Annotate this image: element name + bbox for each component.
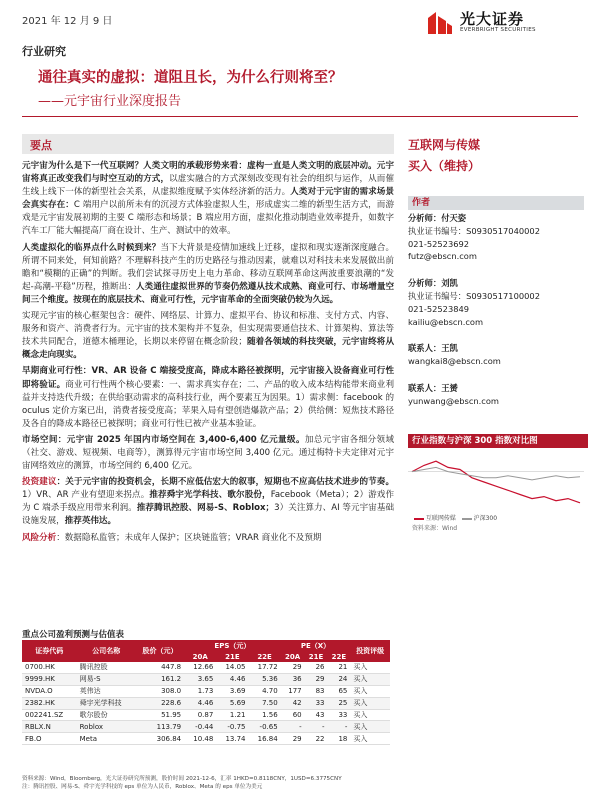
index-comparison-chart — [408, 452, 584, 512]
text-run: 市场空间：元宇宙 2025 年国内市场空间在 3,400-6,400 亿元量级。 — [22, 434, 305, 445]
table-cell: 29 — [305, 673, 328, 685]
text-run: 人类通往虚拟世界的节奏仍然遵从技术成熟、商业可行、市场增量空间三个维度。按现在的底层技术、商业可行性，元宇宙革命的全面突破仍较为久远。 — [22, 281, 394, 305]
th-year: 22E — [248, 651, 280, 662]
th-year: 20A — [281, 651, 305, 662]
table-cell: RBLX.N — [22, 721, 77, 733]
logo-text-en: EVERBRIGHT SECURITIES — [460, 27, 536, 33]
text-run: 1）VR、AR 产业有望迎来拐点。 — [22, 490, 150, 501]
forecast-table — [22, 640, 390, 745]
table-cell: 13.74 — [216, 733, 248, 745]
table-cell: 51.95 — [136, 709, 184, 721]
th-code: 证券代码 — [22, 640, 77, 662]
table-cell: 买入 — [350, 721, 390, 733]
table-cell: 228.6 — [136, 697, 184, 709]
table-cell: 9999.HK — [22, 673, 77, 685]
table-note: 资料来源：Wind，Bloomberg，光大证券研究所预测，股价时间 2021-12-6，汇率 1HKD=0.8118CNY，1USD=6.3775CNY — [22, 776, 342, 782]
th-year: 22E — [328, 651, 351, 662]
text-run: 3）关注算力、AI 等元宇宙基础设施发展， — [22, 503, 394, 527]
table-row — [22, 733, 390, 745]
table-cell: 26 — [305, 662, 328, 673]
text-run: 元宇宙为什么是下一代互联网？人类文明的承载形势来看：虚构一直是人类文明的底层冲动。元宇宙将真正改变我们与时空互动的方式， — [22, 161, 394, 185]
table-cell: 002241.SZ — [22, 709, 77, 721]
table-cell: 2382.HK — [22, 697, 77, 709]
text-run: 实现元宇宙的核心框架包含：硬件、网络层、计算力、虚拟平台、协议和标准、支付方式、内容、服务和资产、消费者行为。元宇宙的技术架构并不复杂，但实现需要通信技术、计算架构、算法等技术共同配合，道德木桶理论，长期以来停留在概念阶段； — [22, 311, 394, 348]
table-cell: 24 — [328, 673, 351, 685]
text-run: Facebook（Meta）；2）游戏作为 C 端杀手级应用带来利润。 — [22, 490, 394, 514]
contact-block — [408, 342, 583, 368]
table-cell: 36 — [281, 673, 305, 685]
chart-source: 资料来源：Wind — [412, 525, 458, 532]
th-year: 21E — [305, 651, 328, 662]
text-run: ：数据隐私监管；未成年人保护；区块链监管；VRAR 商业化不及预期 — [56, 532, 322, 543]
table-cell: 29 — [281, 733, 305, 745]
analyst-name: 分析师：付天姿 — [408, 213, 467, 223]
table-cell: 7.50 — [248, 697, 280, 709]
paragraph-investment-advice — [22, 476, 394, 528]
text-run: 投资建议 — [22, 477, 57, 488]
table-cell: 22 — [305, 733, 328, 745]
table-cell: 1.56 — [248, 709, 280, 721]
header-divider — [22, 116, 578, 117]
forecast-table-title: 重点公司盈利预测与估值表 — [22, 630, 125, 640]
table-row — [22, 662, 390, 673]
table-cell: - — [328, 721, 351, 733]
contact-email[interactable]: yunwang@ebscn.com — [408, 395, 499, 406]
table-cell: - — [281, 721, 305, 733]
contact-name: 联系人：王赟 — [408, 382, 458, 393]
table-cell: 买入 — [350, 662, 390, 673]
text-run: 商业可行性两个核心要素：一、需求真实存在；二、产品的收入成本结构能带来商业利益并支持迭代升级；在供给驱动需求的高科技行业，两个要素互为因果。1）需求侧：facebook 的 oculus 定价方案已出，消费者接受度高；苹果入局有望创造爆款产品；2）供给侧：短焦技术路径及各自的降成本路径已被探明；商业可行性已被产业基本验证。 — [22, 379, 395, 429]
paragraph-core-framework — [22, 310, 394, 362]
table-cell: 25 — [328, 697, 351, 709]
table-cell: 买入 — [350, 709, 390, 721]
table-cell: 17.72 — [248, 662, 280, 673]
table-cell: 21 — [328, 662, 351, 673]
table-cell: 4.46 — [216, 673, 248, 685]
table-cell: 4.46 — [184, 697, 216, 709]
key-points-header — [22, 134, 394, 154]
text-run: 推荐腾讯控股、网易-S、Roblox； — [136, 503, 275, 514]
table-cell: 买入 — [350, 673, 390, 685]
table-cell: 0700.HK — [22, 662, 77, 673]
table-row — [22, 709, 390, 721]
author-header: 作者 — [408, 196, 584, 210]
analyst-email[interactable]: kailiu@ebscn.com — [408, 316, 484, 327]
table-cell: 29 — [281, 662, 305, 673]
th-year: 21E — [216, 651, 248, 662]
contact-block — [408, 382, 583, 408]
th-eps: EPS（元） — [184, 640, 281, 651]
legend-label-b: 沪深300 — [473, 515, 498, 522]
text-run: 推荐英伟达。 — [64, 516, 117, 527]
table-row — [22, 685, 390, 697]
paragraph-market-size — [22, 434, 394, 473]
table-cell: NVDA.O — [22, 685, 77, 697]
table-cell: 买入 — [350, 733, 390, 745]
table-cell: -0.65 — [248, 721, 280, 733]
report-date: 2021 年 12 月 9 日 — [22, 16, 113, 27]
table-cell: 113.79 — [136, 721, 184, 733]
table-cell: 歌尔股份 — [77, 709, 136, 721]
text-run: 推荐舜宇光学科技、歌尔股份， — [149, 490, 271, 501]
table-cell: 10.48 — [184, 733, 216, 745]
table-cell: 43 — [305, 709, 328, 721]
analyst-phone: 021-52523692 — [408, 238, 470, 249]
text-run: 风险分析 — [22, 532, 57, 543]
legend-swatch-a — [414, 518, 424, 520]
series-line-csi300 — [412, 467, 580, 480]
table-note: 注：腾讯控股、网易-S、舜宇光学科技的 eps 单位为人民币，Roblox、Meta 的 eps 单位为美元 — [22, 784, 263, 790]
analyst-email[interactable]: futz@ebscn.com — [408, 251, 477, 262]
report-subtitle: ——元宇宙行业深度报告 — [38, 94, 182, 109]
paragraph-risk-analysis — [22, 532, 394, 545]
table-cell: 网易-S — [77, 673, 136, 685]
table-cell: 308.0 — [136, 685, 184, 697]
table-cell: 买入 — [350, 685, 390, 697]
industry-label: 互联网与传媒 — [408, 138, 481, 152]
analyst-cert: 执业证书编号：S0930517100002 — [408, 290, 540, 301]
text-run: C 端用户以前所未有的沉浸方式体验虚拟人生，形成虚实二维的新型生活方式，而游戏是元宇宙发展初期的主要 C 端形态和场景；B 端应用方面，虚拟化推动制造业效率提升，如数字汽车工厂能大幅提高厂商在设计、生产、测试中的效率。 — [22, 200, 394, 237]
table-cell: 3.65 — [184, 673, 216, 685]
table-cell: 161.2 — [136, 673, 184, 685]
sidebar — [408, 136, 583, 408]
table-cell: 18 — [328, 733, 351, 745]
everbright-logo-icon — [424, 8, 454, 38]
table-cell: 83 — [305, 685, 328, 697]
table-cell: 舜宇光学科技 — [77, 697, 136, 709]
th-pe: PE（X） — [281, 640, 351, 651]
chart-title: 行业指数与沪深 300 指数对比图 — [408, 434, 588, 448]
table-cell: 14.05 — [216, 662, 248, 673]
table-cell: 1.73 — [184, 685, 216, 697]
text-run: 人类虚拟化的临界点什么时候到来？ — [22, 242, 161, 253]
text-run: 加总元宇宙各细分领域（社交、游戏、短视频、电商等），测算得元宇宙市场空间 3,400 亿元。通过梅特卡夫定律对元宇宙网络效应的测算，市场空间约 6,400 亿元。 — [22, 434, 394, 472]
th-year: 20A — [184, 651, 216, 662]
table-cell: 5.69 — [216, 697, 248, 709]
analyst-block — [408, 277, 583, 328]
paragraph-commercial-viability — [22, 365, 394, 430]
table-cell: -0.75 — [216, 721, 248, 733]
chart-legend — [414, 513, 497, 522]
everbright-logo — [424, 6, 574, 40]
table-row — [22, 697, 390, 709]
table-cell: 33 — [305, 697, 328, 709]
table-cell: 16.84 — [248, 733, 280, 745]
table-row — [22, 721, 390, 733]
legend-swatch-b — [462, 518, 472, 520]
contact-email[interactable]: wangkai8@ebscn.com — [408, 356, 501, 367]
contact-name: 联系人：王凯 — [408, 343, 458, 354]
table-cell: 0.87 — [184, 709, 216, 721]
legend-label-a: 互联网传媒 — [425, 515, 456, 522]
table-cell: -0.44 — [184, 721, 216, 733]
text-run: 人类对于元宇宙的需求场景会真实存在： — [22, 187, 395, 211]
logo-text-cn: 光大证券 — [460, 10, 525, 28]
table-cell: 腾讯控股 — [77, 662, 136, 673]
table-cell: Meta — [77, 733, 136, 745]
table-cell: 4.70 — [248, 685, 280, 697]
table-cell: 65 — [328, 685, 351, 697]
table-cell: - — [305, 721, 328, 733]
table-cell: 12.66 — [184, 662, 216, 673]
key-points-body — [22, 160, 394, 548]
table-cell: 177 — [281, 685, 305, 697]
text-run: 以虚实融合的方式深刻改变现有社会的组织与运作，从而催生线上线下一体的新型社会关系，从虚拟维度赋予实体经济新的活力。 — [22, 174, 395, 198]
th-company: 公司名称 — [77, 640, 136, 662]
analyst-name: 分析师：刘凯 — [408, 278, 458, 289]
table-cell: 33 — [328, 709, 351, 721]
table-notes — [22, 775, 392, 791]
table-cell: 3.69 — [216, 685, 248, 697]
paragraph-tipping-point — [22, 242, 394, 307]
table-cell: Roblox — [77, 721, 136, 733]
text-run: ：关于元宇宙的投资机会，长期不应低估宏大的叙事，短期也不应高估技术进步的节奏。 — [56, 477, 395, 488]
table-cell: 306.84 — [136, 733, 184, 745]
table-cell: 42 — [281, 697, 305, 709]
table-cell: 1.21 — [216, 709, 248, 721]
table-row — [22, 673, 390, 685]
analyst-block — [408, 212, 583, 263]
report-category: 行业研究 — [22, 45, 66, 58]
table-cell: 买入 — [350, 697, 390, 709]
th-price: 股价（元） — [136, 640, 184, 662]
analyst-phone: 021-52523849 — [408, 303, 470, 314]
table-cell: FB.O — [22, 733, 77, 745]
analyst-cert: 执业证书编号：S0930517040002 — [408, 225, 540, 236]
table-cell: 5.36 — [248, 673, 280, 685]
table-cell: 447.8 — [136, 662, 184, 673]
report-title: 通往真实的虚拟：道阻且长，为什么行则将至？ — [38, 70, 343, 86]
text-run: 早期商业可行性：VR、AR 设备 C 端接受度高，降成本路径被探明，元宇宙接入设备商业可行性即将验证。 — [22, 366, 394, 390]
th-rating: 投资评级 — [350, 640, 390, 662]
paragraph-why-metaverse — [22, 160, 394, 239]
text-run: 随着各领域的科技突破，元宇宙终将从概念走向现实。 — [22, 337, 395, 361]
table-cell: 英伟达 — [77, 685, 136, 697]
table-cell: 60 — [281, 709, 305, 721]
key-points-label: 要点 — [30, 139, 52, 152]
rating-label: 买入（维持） — [408, 159, 481, 173]
text-run: 当下大背景是疫情加速线上迁移，虚拟和现实逐渐深度融合。所谓不同来处，何知前路？不理解科技产生的历史路径与推动因素，就难以对科技未来发展做出前瞻和“模糊的正确”的判断。我们尝试探寻历史上电力革命、移动互联网革命这两波重要浪潮的“发起-高潮-平稳”历程，推断出： — [22, 242, 395, 292]
